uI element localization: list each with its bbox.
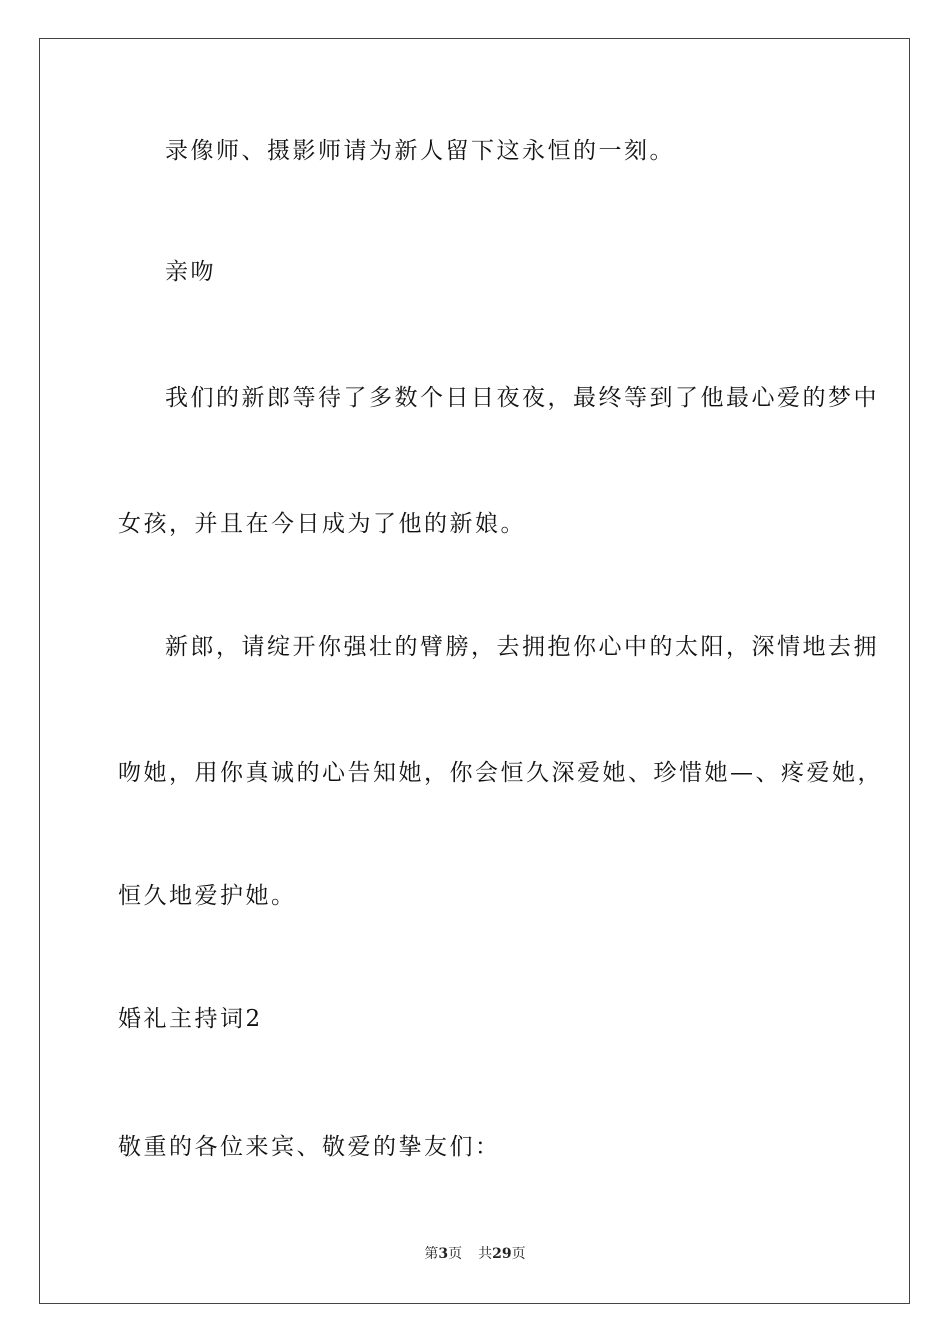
- paragraph-line: 亲吻: [165, 259, 216, 285]
- page-frame: [39, 38, 910, 1304]
- paragraph-line: 敬重的各位来宾、敬爱的挚友们：: [118, 1134, 501, 1160]
- current-page-number: 3: [438, 1246, 449, 1262]
- total-page-count: 29: [492, 1246, 512, 1262]
- page-prefix: 第: [424, 1246, 439, 1262]
- page-footer: [0, 1244, 950, 1264]
- page-suffix: 页: [448, 1246, 463, 1262]
- total-suffix: 页: [511, 1246, 526, 1262]
- paragraph-line: 女孩，并且在今日成为了他的新娘。: [118, 511, 526, 537]
- paragraph-line: 新郎，请绽开你强壮的臂膀，去拥抱你心中的太阳，深情地去拥: [165, 634, 879, 660]
- paragraph-line: 吻她，用你真诚的心告知她，你会恒久深爱她、珍惜她—、疼爱她，: [118, 760, 883, 786]
- section-heading: 婚礼主持词2: [118, 1006, 263, 1032]
- total-prefix: 共: [478, 1246, 493, 1262]
- paragraph-line: 录像师、摄影师请为新人留下这永恒的一刻。: [165, 138, 675, 164]
- paragraph-line: 恒久地爱护她。: [118, 883, 297, 909]
- paragraph-line: 我们的新郎等待了多数个日日夜夜，最终等到了他最心爱的梦中: [165, 385, 879, 411]
